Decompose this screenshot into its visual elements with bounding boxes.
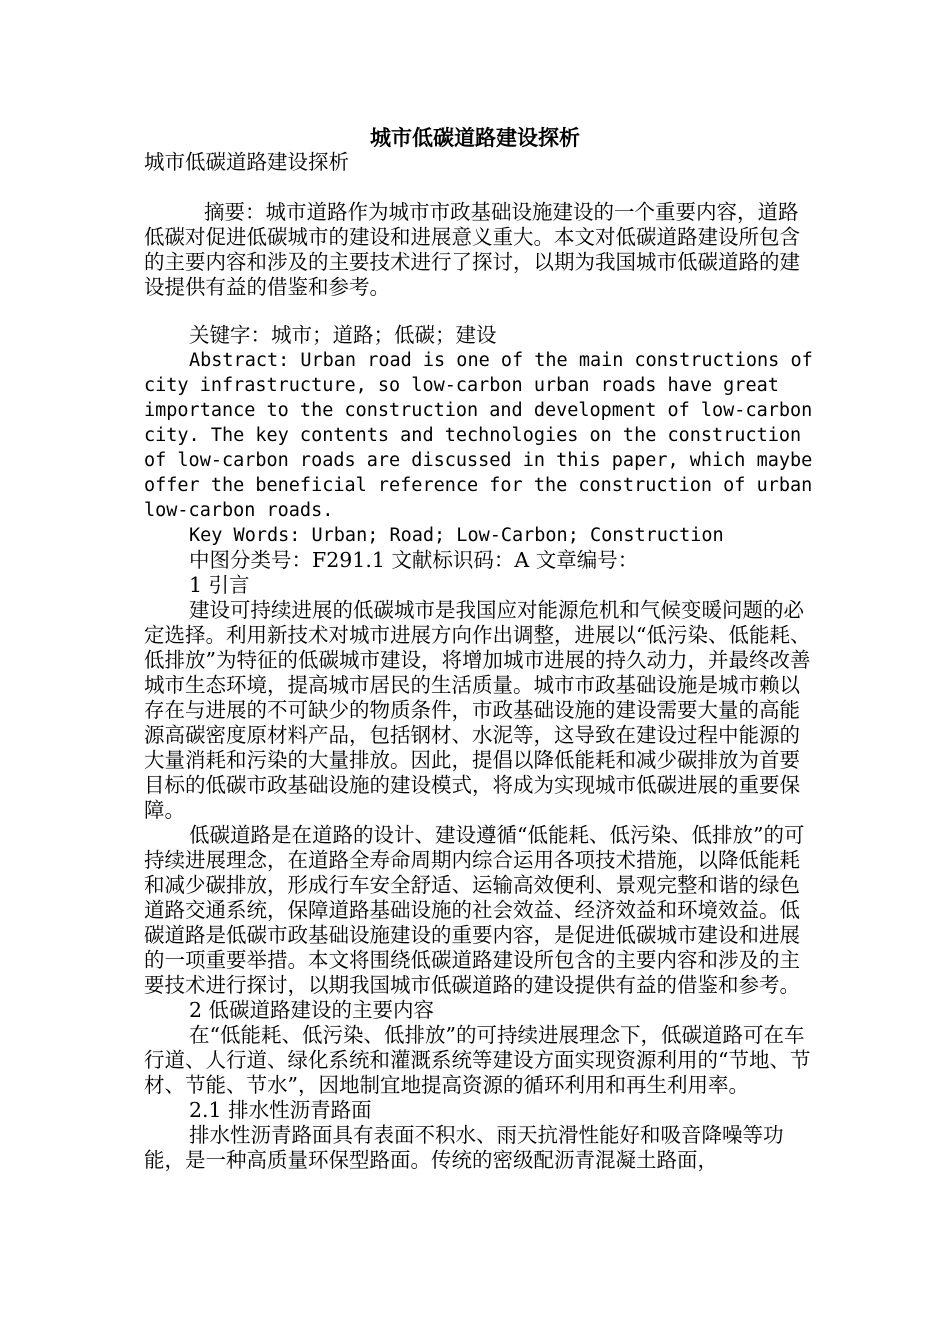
document-title: 城市低碳道路建设探析 (370, 125, 580, 150)
section-2-1-paragraph-1: 排水性沥青路面具有表面不积水、雨天抗滑性能好和吸音降噪等功能，是一种高质量环保型路面。传统的密级配沥青混凝土路面， (144, 1123, 784, 1172)
abstract-cn: 摘要：城市道路作为城市市政基础设施建设的一个重要内容，道路低碳对促进低碳城市的建设和进展意义重大。本文对低碳道路建设所包含的主要内容和涉及的主要技术进行了探讨，以期为我国城市低碳道路的建设提供有益的借鉴和参考。 (144, 200, 800, 299)
keywords-cn: 关键字：城市；道路；低碳；建设 (189, 323, 497, 347)
document-body (144, 150, 814, 1173)
classification-line: 中图分类号：F291.1 文献标识码：A 文章编号： (189, 548, 639, 572)
section-heading-2: 2 低碳道路建设的主要内容 (189, 998, 435, 1022)
section-1-paragraph-2: 低碳道路是在道路的设计、建设遵循“低能耗、低污染、低排放”的可持续进展理念，在道路全寿命周期内综合运用各项技术措施，以降低能耗和减少碳排放，形成行车安全舒适、运输高效便利、景观完整和谐的绿色道路交通系统，保障道路基础设施的社会效益、经济效益和环境效益。低碳道路是低碳市政基础设施建设的重要内容，是促进低碳城市建设和进展的一项重要举措。本文将围绕低碳道路建设所包含的主要内容和涉及的主要技术进行探讨，以期我国城市低碳道路的建设提供有益的借鉴和参考。 (144, 823, 805, 997)
document-subtitle: 城市低碳道路建设探析 (144, 150, 349, 174)
keywords-en: Key Words: Urban; Road; Low-Carbon; Construction (189, 525, 724, 546)
section-heading-1: 1 引言 (189, 573, 250, 597)
section-2-paragraph-1: 在“低能耗、低污染、低排放”的可持续进展理念下，低碳道路可在车行道、人行道、绿化系统和灌溉系统等建设方面实现资源利用的“节地、节材、节能、节水”，因地制宜地提高资源的循环利用和再生利用率。 (144, 1023, 811, 1097)
abstract-en: Abstract: Urban road is one of the main constructions of city infrastructure, so low-carbon urban roads have great importance to the construction and development of low-carbon city. The key contents and technologies on the construction of low-carbon roads are discussed in this paper, which maybe offer the beneficial reference for the construction of urban low-carbon roads. (144, 350, 813, 521)
section-heading-2-1: 2.1 排水性沥青路面 (189, 1098, 372, 1122)
section-1-paragraph-1: 建设可持续进展的低碳城市是我国应对能源危机和气候变暖问题的必定选择。利用新技术对城市进展方向作出调整，进展以“低污染、低能耗、低排放”为特征的低碳城市建设，将增加城市进展的持久动力，并最终改善城市生态环境，提高城市居民的生活质量。城市市政基础设施是城市赖以存在与进展的不可缺少的物质条件，市政基础设施的建设需要大量的高能源高碳密度原材料产品，包括钢材、水泥等，这导致在建设过程中能源的大量消耗和污染的大量排放。因此，提倡以降低能耗和减少碳排放为首要目标的低碳市政基础设施的建设模式，将成为实现城市低碳进展的重要保障。 (144, 598, 811, 822)
